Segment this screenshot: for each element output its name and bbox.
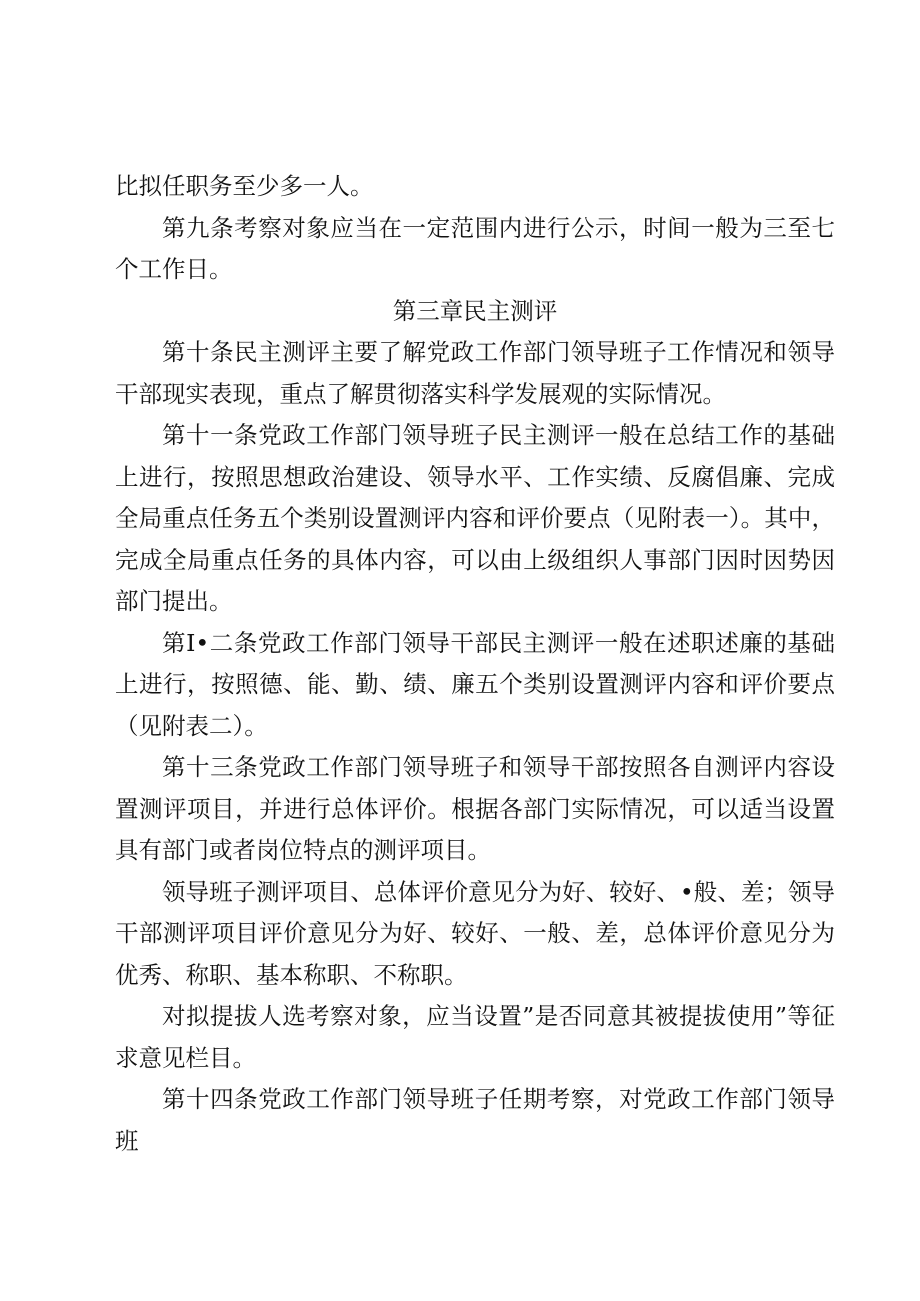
article-13-paragraph: 第十三条党政工作部门领导班子和领导干部按照各自测评内容设置测评项目，并进行总体评价。根据各部门实际情况，可以适当设置具有部门或者岗位特点的测评项目。 — [115, 753, 835, 864]
article-14-paragraph: 第十四条党政工作部门领导班子任期考察，对党政工作部门领导班 — [115, 1085, 835, 1155]
article-11-paragraph: 第十一条党政工作部门领导班子民主测评一般在总结工作的基础上进行，按照思想政治建设、领导水平、工作实绩、反腐倡廉、完成全局重点任务五个类别设置测评内容和评价要点（见附表一）。其中，完成全局重点任务的具体内容，可以由上级组织人事部门因时因势因部门提出。 — [115, 421, 835, 615]
article-9-paragraph: 第九条考察对象应当在一定范围内进行公示，时间一般为三至七个工作日。 — [115, 213, 835, 283]
promotion-candidates-paragraph: 对拟提拔人选考察对象，应当设置”是否同意其被提拔使用”等征求意见栏目。 — [115, 1002, 835, 1072]
chapter-heading: 第三章民主测评 — [392, 296, 558, 325]
evaluation-options-paragraph: 领导班子测评项目、总体评价意见分为好、较好、•般、差；领导干部测评项目评价意见分为好、较好、一般、差，总体评价意见分为优秀、称职、基本称职、不称职。 — [115, 877, 835, 989]
document-body — [115, 166, 835, 1162]
paragraph-continuation: 比拟任职务至少多一人。 — [115, 172, 374, 200]
article-10-paragraph: 第十条民主测评主要了解党政工作部门领导班子工作情况和领导干部现实表现，重点了解贯彻落实科学发展观的实际情况。 — [115, 338, 835, 408]
article-12-paragraph: 第I•二条党政工作部门领导干部民主测评一般在述职述廉的基础上进行，按照德、能、勤、绩、廉五个类别设置测评内容和评价要点（见附表二）。 — [115, 628, 835, 740]
